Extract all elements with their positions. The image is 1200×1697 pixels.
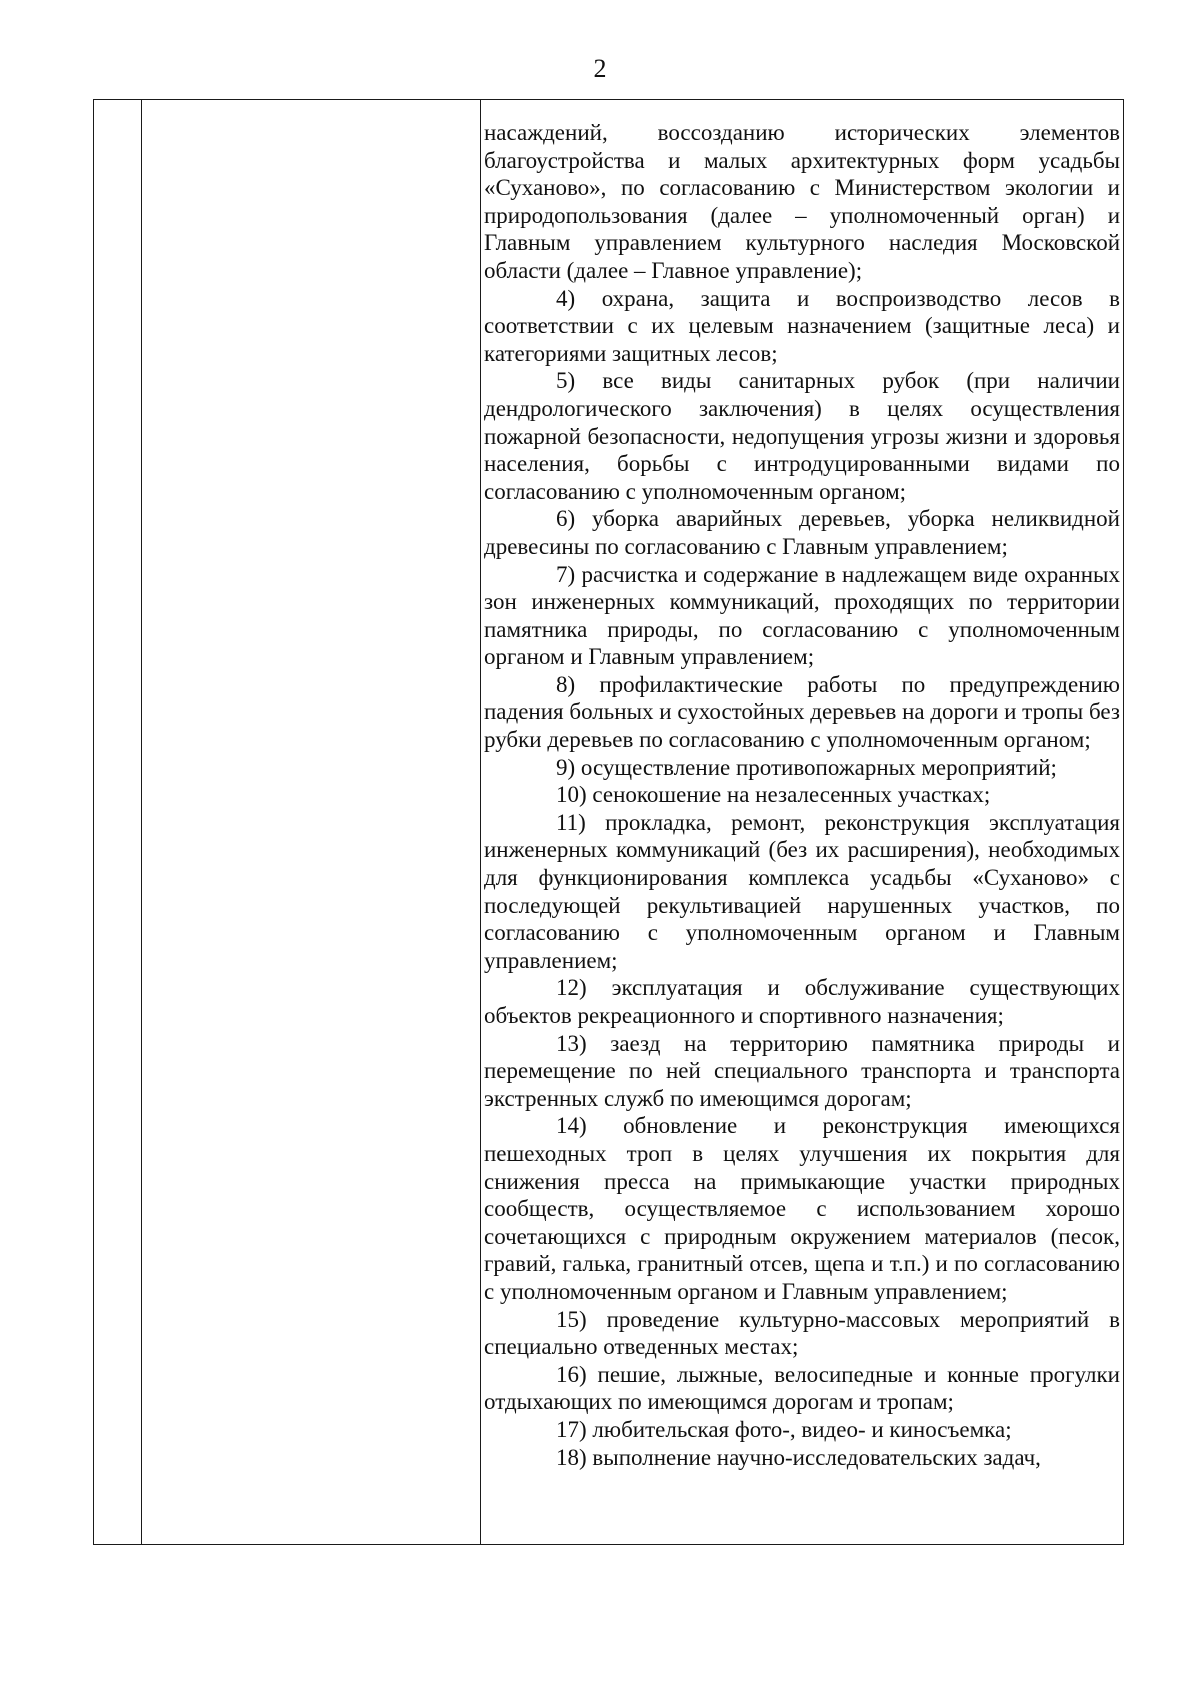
list-item-10: 10) сенокошение на незалесенных участках; [556, 782, 991, 808]
list-item-13: 13) заезд на территорию памятника природы и перемещение по ней специального транспорта и транспорта экстренных служб по имеющимся дорогам; [484, 1030, 1120, 1111]
list-item-11: 11) прокладка, ремонт, реконструкция эксплуатация инженерных коммуникаций (без их расширения), необходимых для функционирования комплекса усадьбы «Суханово» с последующей рекультивацией нарушенных участков, по согласованию с уполномоченным органом и Главным управлением; [484, 809, 1120, 973]
list-item-17: 17) любительская фото-, видео- и киносъемка; [556, 1416, 1012, 1442]
table-cell-text [484, 119, 1120, 1471]
list-item-5: 5) все виды санитарных рубок (при наличии дендрологического заключения) в целях осуществления пожарной безопасности, недопущения угрозы жизни и здоровья населения, борьбы с интродуцированными видами по согласованию с уполномоченным органом; [484, 368, 1120, 504]
list-item-15: 15) проведение культурно-массовых мероприятий в специально отведенных местах; [484, 1306, 1120, 1360]
list-item-8: 8) профилактические работы по предупреждению падения больных и сухостойных деревьев на дороги и тропы без рубки деревьев по согласованию с уполномоченным органом; [484, 671, 1120, 753]
list-item-16: 16) пешие, лыжные, велосипедные и конные прогулки отдыхающих по имеющимся дорогам и тропам; [484, 1361, 1120, 1415]
table-column-divider-2 [480, 100, 481, 1544]
list-item-14: 14) обновление и реконструкция имеющихся пешеходных троп в целях улучшения их покрытия для снижения пресса на примыкающие участки природных сообществ, осуществляемое с использованием хорошо сочетающихся с природным окружением материалов (песок, гравий, галька, гранитный отсев, щепа и т.п.) и по согласованию с уполномоченным органом и Главным управлением; [484, 1113, 1120, 1304]
list-item-12: 12) эксплуатация и обслуживание существующих объектов рекреационного и спортивного назначения; [484, 975, 1120, 1028]
document-table [93, 99, 1124, 1545]
table-column-divider-1 [141, 100, 142, 1544]
page-number: 2 [593, 54, 607, 83]
list-item-7: 7) расчистка и содержание в надлежащем виде охранных зон инженерных коммуникаций, проходящих по территории памятника природы, по согласованию с уполномоченным органом и Главным управлением; [484, 561, 1120, 670]
paragraph-continuation: насаждений, воссозданию исторических элементов благоустройства и малых архитектурных форм усадьбы «Суханово», по согласованию с Министерством экологии и природопользования (далее – уполномоченный орган) и Главным управлением культурного наследия Московской области (далее – Главное управление); [484, 120, 1120, 283]
list-item-4: 4) охрана, защита и воспроизводство лесов в соответствии с их целевым назначением (защитные леса) и категориями защитных лесов; [484, 285, 1120, 366]
list-item-9: 9) осуществление противопожарных мероприятий; [556, 754, 1057, 780]
list-item-6: 6) уборка аварийных деревьев, уборка неликвидной древесины по согласованию с Главным управлением; [484, 506, 1120, 559]
list-item-18: 18) выполнение научно-исследовательских задач, [556, 1444, 1041, 1470]
